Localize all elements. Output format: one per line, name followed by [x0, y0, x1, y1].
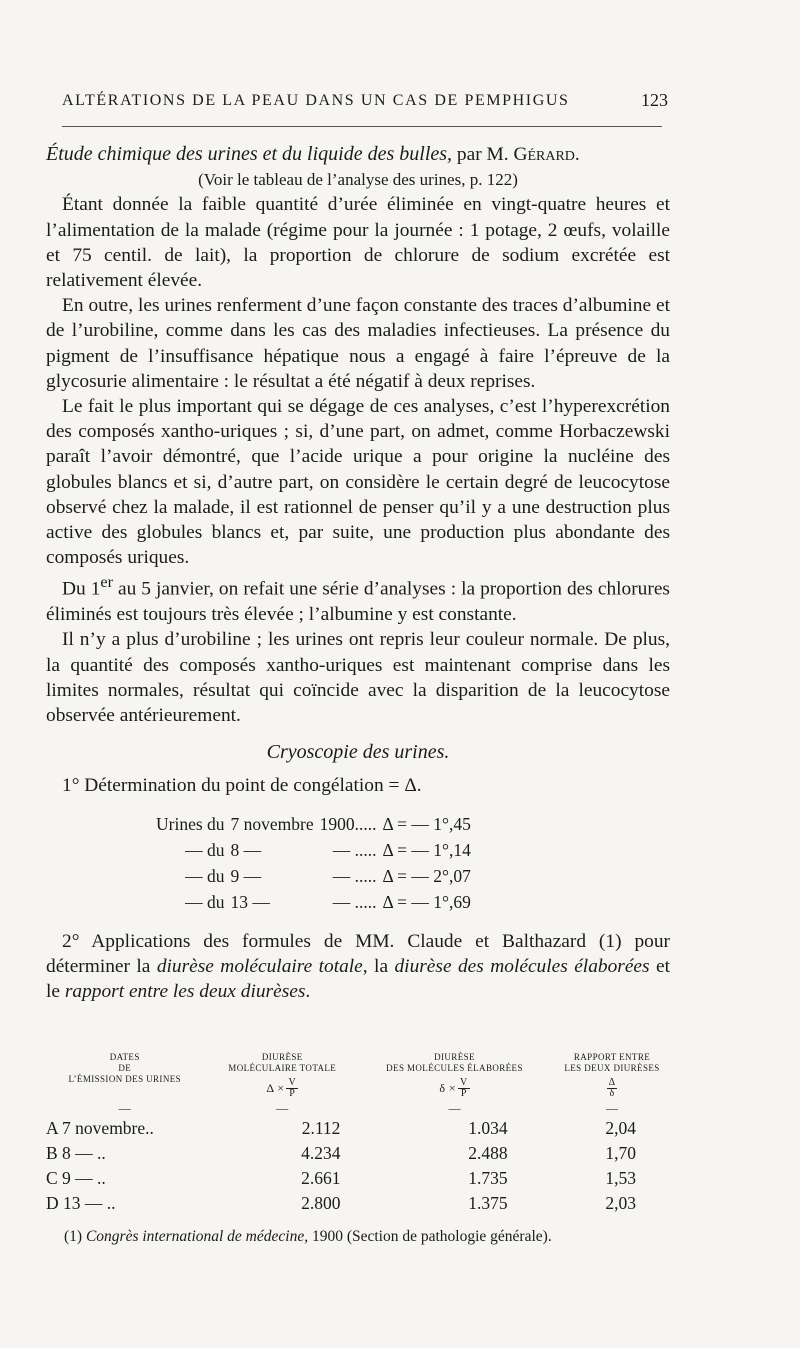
cryo-cell: — ..... [332, 865, 377, 886]
cryo-cell: — du [185, 891, 225, 912]
cryo-cell: 7 novembre [230, 813, 314, 834]
footnote [64, 1228, 674, 1246]
date-cell: C 9 — .. [46, 1168, 106, 1188]
ratio-cell: 1,70 [605, 1143, 636, 1163]
cryoscopy-table [156, 811, 477, 915]
cryo-row [156, 863, 477, 889]
main-text [46, 142, 670, 1004]
cryo-cell: Urines du [156, 813, 225, 834]
table-row [46, 1166, 676, 1191]
see-table-note: (Voir le tableau de l’analyse des urines, p. 122) [198, 170, 518, 190]
header-elaborated-diuresis [361, 1052, 548, 1099]
header-text: DE [118, 1063, 132, 1073]
cryo-cell: Δ = — 1°,14 [382, 839, 471, 860]
diuresis-table [46, 1052, 676, 1216]
header-dates [46, 1052, 204, 1099]
numerator: V [288, 1077, 297, 1088]
date-cell: A 7 novembre.. [46, 1118, 154, 1138]
elaborated-cell: 2.488 [468, 1143, 508, 1163]
study-author: Gérard. [513, 144, 580, 165]
formula-ratio [548, 1078, 676, 1099]
date-cell: D 13 — .. [46, 1193, 116, 1213]
app-italic: diurèse moléculaire totale [156, 955, 363, 977]
header-text: LES DEUX DIURÈSES [564, 1063, 660, 1073]
determination-line: 1° Détermination du point de congélation = Δ. [62, 775, 422, 797]
footnote-text: 1900 (Section de pathologie générale). [308, 1228, 552, 1245]
fraction [286, 1078, 298, 1099]
cryo-cell: — ..... [332, 891, 377, 912]
total-cell: 2.112 [301, 1118, 341, 1138]
cryo-cell: — du [185, 865, 225, 886]
elaborated-cell: 1.735 [468, 1168, 508, 1188]
ratio-cell: 2,04 [605, 1118, 636, 1138]
formula-total [204, 1078, 362, 1099]
elaborated-cell: 1.034 [468, 1118, 508, 1138]
paragraph: Il n’y a plus d’urobiline ; les urines ont repris leur couleur normale. De plus, la quantité des composés xantho-uriques est maintenant comprise dans les limites normales, résultat qui coïncide avec la disparition de la leucocytose observée antérieurement. [46, 629, 670, 726]
header-text: DIURÈSE [434, 1052, 475, 1062]
ratio-cell: 2,03 [605, 1193, 636, 1213]
cryo-row [156, 837, 477, 863]
study-title [46, 142, 670, 167]
cryo-cell: — du [185, 839, 225, 860]
paragraph: Étant donnée la faible quantité d’urée éliminée en vingt-quatre heures et l’alimentation de la malade (régime pour la journée : 1 potage, 2 œufs, volaille et 75 centil. de lait), la proportion de chlorure de sodium excrétée est relativement élevée. [46, 194, 670, 292]
header-rule [62, 126, 662, 127]
total-cell: 4.234 [301, 1143, 341, 1163]
study-title-italic: Étude chimique des urines et du liquide des bulles, [46, 143, 453, 165]
cryo-cell: 9 — [230, 865, 262, 886]
paragraph-january [46, 570, 670, 627]
cryo-cell: 8 — [230, 839, 262, 860]
jan-sup: er [100, 574, 113, 592]
footnote-italic: Congrès international de médecine, [85, 1228, 309, 1245]
header-text: L’ÉMISSION DES URINES [68, 1074, 182, 1084]
app-text: et le [46, 955, 671, 1002]
dash: — [118, 1101, 131, 1115]
total-cell: 2.800 [301, 1193, 341, 1213]
cryo-cell: 13 — [230, 891, 270, 912]
table-row [46, 1116, 676, 1141]
fraction [607, 1078, 618, 1099]
table-row [46, 1191, 676, 1216]
cryo-row [156, 889, 477, 915]
dash: — [448, 1101, 461, 1115]
page-number: 123 [641, 90, 668, 110]
ratio-cell: 1,53 [605, 1168, 636, 1188]
header-dashes [46, 1101, 676, 1116]
header-text: MOLÉCULAIRE TOTALE [228, 1063, 337, 1073]
app-italic: rapport entre les deux diurèses [64, 980, 306, 1002]
cryo-cell: Δ = — 1°,45 [382, 813, 471, 834]
numerator: V [460, 1077, 468, 1088]
formula-elaborated [361, 1078, 548, 1099]
section-title: Cryoscopie des urines. [266, 741, 450, 764]
header-text: DIURÈSE [261, 1052, 303, 1062]
dash: — [276, 1101, 289, 1115]
header-text: DATES [109, 1052, 140, 1062]
jan-rest: au 5 janvier, on refait une série d’analyses : la proportion des chlorures éliminés est toujours très élevée ; l’albumine y est constante. [46, 578, 670, 626]
elaborated-cell: 1.375 [468, 1193, 508, 1213]
formula-prefix: δ × [439, 1081, 457, 1095]
header-text: RAPPORT ENTRE [573, 1052, 651, 1062]
paragraph: Le fait le plus important qui se dégage de ces analyses, c’est l’hyperexcrétion des composés xantho-uriques ; si, d’une part, on admet, comme Horbaczewski paraît l’avoir démontré, que l’acide urique a pour origine la nucléine des globules blancs et si, d’autre part, on considère le certain degré de leucocytose observé chez la malade, il est rationnel de penser qu’il y a une destruction plus active des globules blancs et, par suite, une production plus abondante des composés uriques. [46, 396, 670, 569]
formula-prefix: Δ × [266, 1081, 285, 1095]
cryo-cell: 1900..... [319, 813, 377, 834]
denominator: P [289, 1088, 296, 1099]
running-title: ALTÉRATIONS DE LA PEAU DANS UN CAS DE PEMPHIGUS [62, 92, 570, 109]
header-text: DES MOLÉCULES ÉLABORÉES [386, 1063, 523, 1073]
cryo-row [156, 811, 477, 837]
table-header-row [46, 1052, 676, 1099]
cryo-cell: — ..... [332, 839, 377, 860]
footnote-number: (1) [64, 1228, 83, 1245]
app-text: 2° Applications des formules de MM. Claude et Balthazard (1) pour déterminer la [46, 930, 670, 977]
numerator: Δ [608, 1077, 616, 1088]
date-cell: B 8 — .. [46, 1143, 106, 1163]
cryo-cell: Δ = — 2°,07 [382, 865, 471, 886]
total-cell: 2.661 [301, 1168, 341, 1188]
fraction [458, 1078, 470, 1099]
running-header [62, 92, 668, 110]
study-title-by: par M. [456, 144, 509, 165]
app-italic: diurèse des molécules élaborées [394, 955, 650, 977]
table-row [46, 1141, 676, 1166]
cryo-cell: Δ = — 1°,69 [382, 891, 471, 912]
dash: — [606, 1101, 619, 1115]
header-total-diuresis [204, 1052, 362, 1099]
applications-paragraph [46, 929, 670, 1005]
paragraph: En outre, les urines renferment d’une façon constante des traces d’albumine et de l’urobiline, comme dans les cas des maladies infectieuses. La présence du pigment de l’insuffisance hépatique nous a engagé à faire l’épreuve de la glycosurie alimentaire : le résultat a été négatif à deux reprises. [46, 295, 670, 392]
denominator: δ [609, 1088, 615, 1099]
jan-prefix: Du 1 [62, 578, 101, 600]
header-ratio [548, 1052, 676, 1099]
denominator: P [460, 1088, 467, 1099]
app-text: . [305, 980, 311, 1002]
app-text: , la [362, 955, 395, 977]
